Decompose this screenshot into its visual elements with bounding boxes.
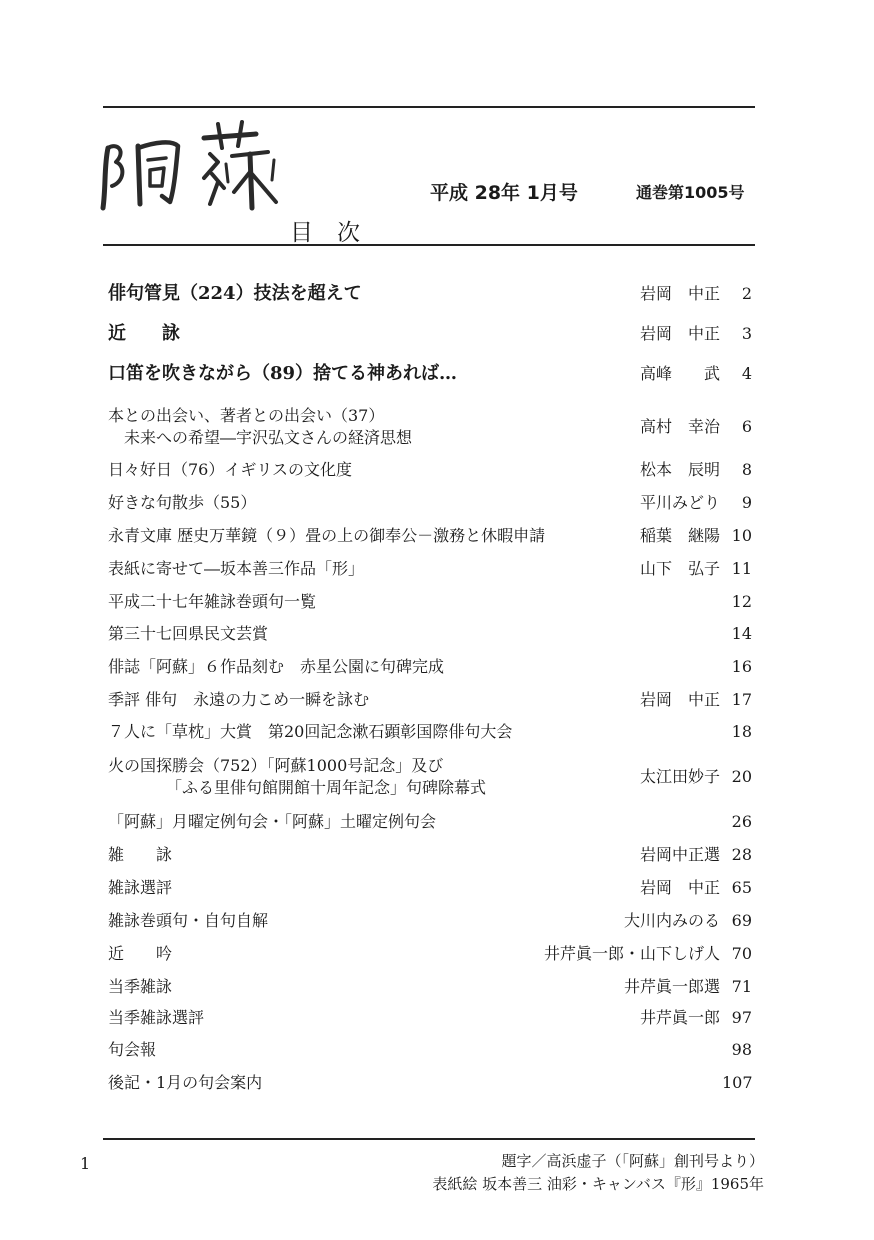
toc-entry-title-line: 日々好日（76）イギリスの文化度 [108,460,353,479]
toc-entry-author: 岩岡 中正 [639,284,720,303]
toc-entry [108,558,762,594]
toc-entry-page: 98 [731,1040,752,1059]
toc-entry [108,689,762,725]
toc-entry-page: 26 [731,812,752,831]
toc-entry-page: 12 [731,592,752,611]
toc-entry [108,721,762,757]
toc-entry-author: 岩岡 中正 [639,324,720,343]
toc-entry-title-line: 火の国探勝会（752）「阿蘇1000号記念」及び [108,756,444,775]
toc-entry-page: 97 [731,1008,752,1027]
toc-entry-title [108,811,436,833]
toc-entry-title [108,721,512,743]
toc-entry-title [108,323,180,345]
toc-entry-page: 14 [731,624,752,643]
toc-entry-title-line: 「阿蘇」月曜定例句会・「阿蘇」土曜定例句会 [108,812,437,831]
toc-entry-title [108,877,172,899]
toc-entry [108,910,762,946]
toc-entry-title-line: 口笛を吹きながら（89）捨てる神あれば… [108,363,458,384]
toc-entry [108,363,762,399]
toc-entry [108,811,762,847]
toc-entry-title [108,459,352,481]
toc-entry-title-line: 近 詠 [108,323,180,344]
toc-entry-title [108,844,172,866]
toc-entry-author: 井芹眞一郎・山下しげ人 [543,944,720,963]
toc-entry-title [108,976,172,998]
toc-entry-title [108,1039,156,1061]
toc-entry-page: 69 [731,911,752,930]
toc-entry-author: 大川内みのる [623,911,720,930]
toc-entry-title-line: 当季雑詠選評 [108,1008,205,1027]
toc-entry-title [108,558,364,580]
toc-entry [108,591,762,627]
toc-entry-title-line: 雑詠選評 [108,878,173,897]
toc-entry-page: 16 [731,657,752,676]
toc-entry-page: 18 [731,722,752,741]
toc-entry-author: 岩岡 中正 [639,690,720,709]
toc-entry-page: 28 [731,845,752,864]
toc-entry [108,844,762,880]
toc-entry-subtitle: 未来への希望―宇沢弘文さんの経済思想 [124,428,413,447]
toc-entry-title-line: 俳句管見（224）技法を超えて [108,283,362,304]
calligraphy-logo [100,116,290,211]
toc-entry-title-line: 句会報 [108,1040,157,1059]
toc-entry-author: 井芹眞一郎選 [623,977,720,996]
toc-entry-title [108,689,369,711]
toc-entry [108,877,762,913]
toc-entry-author: 井芹眞一郎 [639,1008,720,1027]
issue-number: 通巻第1005号 [636,183,745,202]
toc-entry-page: 9 [741,493,752,512]
toc-entry-page: 65 [731,878,752,897]
toc-entry [108,525,762,561]
toc-entry-author: 稲葉 継陽 [639,526,720,545]
toc-entry-title-line: 雑 詠 [108,845,173,864]
title-calligraphy-credit: 題字／高浜虚子（「阿蘇」創刊号より） [501,1152,764,1170]
toc-entry-title [108,525,545,547]
toc-entry [108,283,762,319]
toc-entry-title-line: 雑詠巻頭句・自句自解 [108,911,269,930]
toc-entry-title-line: 俳誌「阿蘇」６作品刻む 赤星公園に句碑完成 [108,657,445,676]
toc-entry-author: 高村 幸治 [639,417,720,436]
toc-entry-title-line: ７人に「草枕」大賞 第20回記念漱石顕彰国際俳句大会 [108,722,513,741]
toc-entry-title [108,363,457,385]
page-number: 1 [80,1154,91,1173]
toc-entry-title [108,943,172,965]
toc-entry-author: 高峰 武 [639,364,720,383]
toc-entry-title [108,591,316,613]
toc-entry-title [108,623,268,645]
toc-entry [108,656,762,692]
toc-entry-title-line: 表紙に寄せて―坂本善三作品「形」 [108,559,365,578]
issue-date: 平成 28年 1月号 [430,182,578,204]
toc-entry-page: 107 [722,1073,753,1092]
toc-entry-title-line: 近 吟 [108,944,173,963]
toc-entry-title-line: 本との出会い、著者との出会い（37） [108,406,385,425]
toc-entry-page: 3 [741,324,752,343]
toc-entry [108,943,762,979]
toc-entry-title [108,405,412,449]
toc-entry [108,323,762,359]
toc-entry [108,1072,762,1108]
toc-entry [108,492,762,528]
toc-entry-page: 10 [731,526,752,545]
toc-entry-page: 4 [741,364,752,383]
toc-entry-title [108,492,256,514]
header-bottom-rule [103,244,755,246]
toc-entry-author: 岩岡 中正 [639,878,720,897]
toc-entry [108,1007,762,1043]
toc-entry-page: 70 [731,944,752,963]
toc-entry-author: 松本 辰明 [639,460,720,479]
toc-entry-page: 6 [741,417,752,436]
toc-entry [108,1039,762,1075]
toc-entry-page: 8 [741,460,752,479]
toc-entry-title-line: 後記・1月の句会案内 [108,1073,263,1092]
contents-title: 目次 [290,220,384,246]
toc-entry-author: 山下 弘子 [639,559,720,578]
toc-entry-title [108,910,268,932]
toc-entry-subtitle: 「ふる里俳句館開館十周年記念」句碑除幕式 [166,778,487,797]
toc-entry-title-line: 季評 俳句 永遠の力こめ一瞬を詠む [108,690,370,709]
toc-entry-title [108,1007,204,1029]
toc-entry-title-line: 好きな句散歩（55） [108,493,257,512]
toc-entry-author: 岩岡中正選 [639,845,720,864]
toc-entry-page: 17 [731,690,752,709]
toc-entry-title [108,656,444,678]
toc-entry-page: 71 [731,977,752,996]
toc-entry-page: 11 [731,559,752,578]
toc-entry [108,405,762,447]
toc-entry [108,459,762,495]
calligraphy-logo-icon [100,116,290,211]
toc-entry-page: 2 [741,284,752,303]
toc-entry-title [108,755,486,799]
cover-art-credit: 表紙絵 坂本善三 油彩・キャンバス『形』1965年 [432,1175,764,1193]
toc-entry [108,623,762,659]
masthead [100,108,760,244]
toc-entry-title [108,1072,262,1094]
toc-entry-title-line: 平成二十七年雑詠巻頭句一覧 [108,592,317,611]
footer-rule [103,1138,755,1140]
toc-entry [108,755,762,797]
toc-entry-title [108,283,362,305]
toc-entry-title-line: 当季雑詠 [108,977,173,996]
toc-entry-page: 20 [731,767,752,786]
toc-entry-title-line: 第三十七回県民文芸賞 [108,624,269,643]
toc-entry-author: 太江田妙子 [639,767,720,786]
toc-entry-author: 平川みどり [639,493,720,512]
toc-entry-title-line: 永青文庫 歴史万華鏡（９）畳の上の御奉公－激務と休暇申請 [108,526,546,545]
